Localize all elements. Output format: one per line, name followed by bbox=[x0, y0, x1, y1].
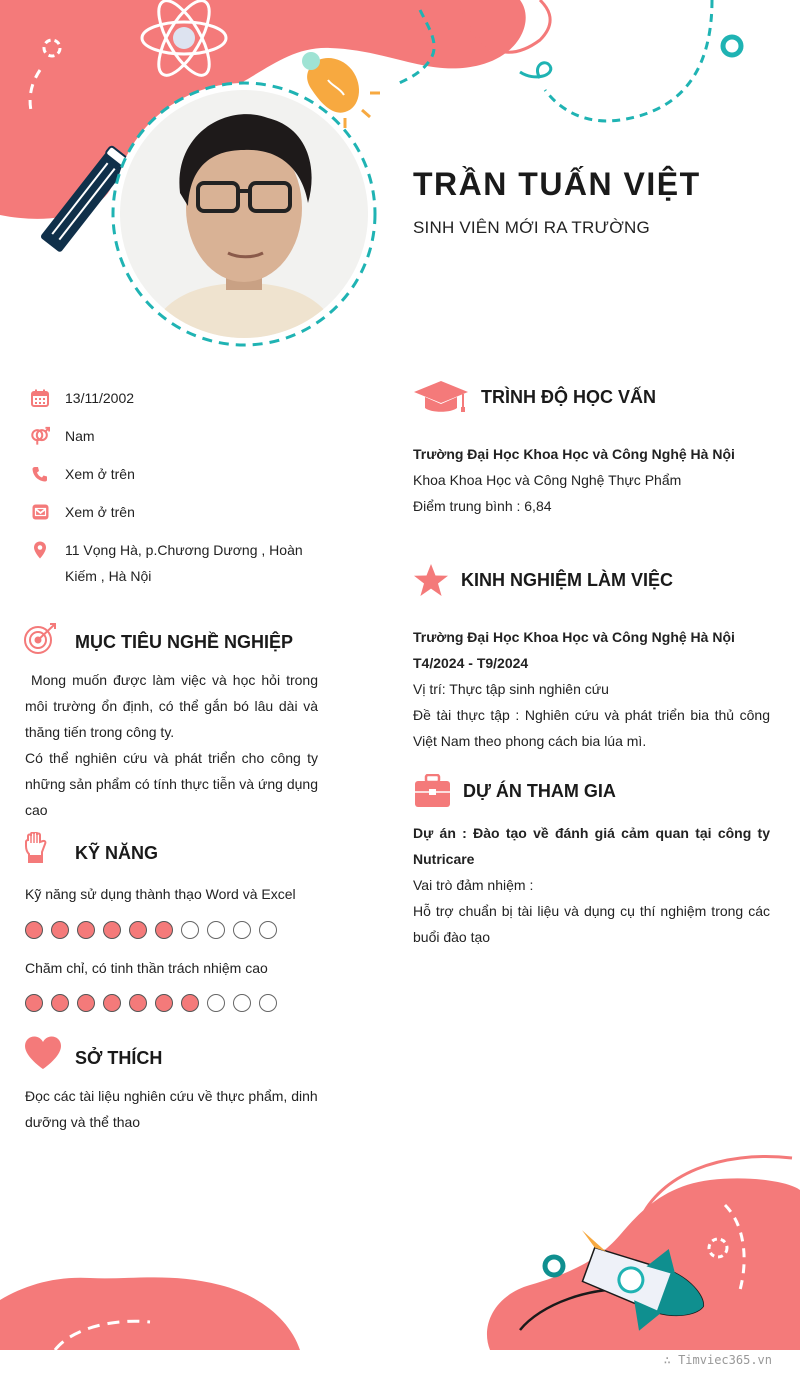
skill-label: Chăm chỉ, có tinh thần trách nhiệm cao bbox=[25, 960, 268, 976]
project-desc: Hỗ trợ chuẩn bị tài liệu và dụng cụ thí nghiệm trong các buổi đào tạo bbox=[413, 903, 770, 945]
calendar-icon bbox=[30, 388, 50, 408]
address-line-2: Kiếm , Hà Nội bbox=[65, 568, 152, 584]
star-icon bbox=[413, 563, 449, 597]
objective-body bbox=[25, 667, 322, 823]
graduation-cap-icon bbox=[413, 380, 469, 414]
rating-dot-filled bbox=[129, 994, 147, 1012]
phone-icon bbox=[30, 464, 50, 484]
skill-label: Kỹ năng sử dụng thành thạo Word và Excel bbox=[25, 886, 296, 902]
mail-icon bbox=[30, 502, 50, 522]
objective-line: Mong muốn được làm việc và học hỏi trong môi trường ổn định, có thể gắn bó lâu dài và thăng tiến trong công ty. bbox=[25, 672, 322, 740]
birthday-text: 13/11/2002 bbox=[65, 390, 135, 406]
info-address bbox=[30, 540, 330, 589]
rating-dot-filled bbox=[129, 921, 147, 939]
experience-company: Trường Đại Học Khoa Học và Công Nghệ Hà Nội bbox=[413, 629, 735, 645]
education-faculty: Khoa Khoa Học và Công Nghệ Thực Phẩm bbox=[413, 472, 682, 488]
rating-dot-filled bbox=[51, 994, 69, 1012]
info-email bbox=[30, 502, 330, 525]
rating-dot-filled bbox=[103, 994, 121, 1012]
rating-dot-empty bbox=[207, 994, 225, 1012]
experience-position: Vị trí: Thực tập sinh nghiên cứu bbox=[413, 681, 609, 697]
skills-heading: KỸ NĂNG bbox=[75, 843, 159, 863]
candidate-title: SINH VIÊN MỚI RA TRƯỜNG bbox=[413, 218, 650, 237]
address-text bbox=[65, 537, 303, 589]
hobbies-text: Đọc các tài liệu nghiên cứu về thực phẩm, dinh dưỡng và thể thao bbox=[25, 1088, 318, 1130]
education-heading: TRÌNH ĐỘ HỌC VẤN bbox=[481, 387, 656, 407]
experience-heading: KINH NGHIỆM LÀM VIỆC bbox=[461, 570, 674, 590]
rating-dot-empty bbox=[233, 921, 251, 939]
rating-dot-filled bbox=[103, 921, 121, 939]
rating-dot-empty bbox=[207, 921, 225, 939]
objective-heading: MỤC TIÊU NGHỀ NGHIỆP bbox=[75, 632, 294, 652]
rating-dot-filled bbox=[155, 994, 173, 1012]
gender-icon bbox=[30, 426, 50, 446]
info-gender bbox=[30, 426, 330, 449]
rating-dot-empty bbox=[181, 921, 199, 939]
briefcase-icon bbox=[414, 774, 451, 808]
rating-dot-filled bbox=[51, 921, 69, 939]
rating-dot-filled bbox=[25, 921, 43, 939]
projects-body bbox=[413, 820, 770, 950]
experience-topic: Đề tài thực tập : Nghiên cứu và phát triển bia thủ công Việt Nam theo phong cách bia lúa mì. bbox=[413, 707, 770, 749]
rating-dot-filled bbox=[181, 994, 199, 1012]
phone-text: Xem ở trên bbox=[65, 466, 135, 482]
education-body bbox=[413, 441, 773, 519]
fist-icon bbox=[24, 832, 48, 864]
rating-dot-empty bbox=[259, 921, 277, 939]
rating-dot-empty bbox=[233, 994, 251, 1012]
skill-rating bbox=[25, 994, 277, 1012]
rating-dot-filled bbox=[77, 921, 95, 939]
profile-photo bbox=[118, 88, 370, 340]
education-school: Trường Đại Học Khoa Học và Công Nghệ Hà Nội bbox=[413, 446, 735, 462]
rating-dot-filled bbox=[77, 994, 95, 1012]
project-name: Dự án : Đào tạo về đánh giá cảm quan tại công ty Nutricare bbox=[413, 825, 770, 867]
rating-dot-empty bbox=[259, 994, 277, 1012]
project-role: Vai trò đảm nhiệm : bbox=[413, 877, 534, 893]
experience-period: T4/2024 - T9/2024 bbox=[413, 655, 529, 671]
target-icon bbox=[24, 622, 58, 656]
rating-dot-filled bbox=[25, 994, 43, 1012]
location-pin-icon bbox=[30, 540, 50, 560]
address-line-1: 11 Vọng Hà, p.Chương Dương , Hoàn bbox=[65, 542, 303, 558]
skill-rating bbox=[25, 921, 277, 939]
gender-text: Nam bbox=[65, 428, 95, 444]
hobbies-heading: SỞ THÍCH bbox=[75, 1048, 163, 1068]
education-gpa: Điểm trung bình : 6,84 bbox=[413, 498, 552, 514]
info-birthday bbox=[30, 388, 330, 411]
experience-body bbox=[413, 624, 770, 754]
watermark: ∴ Timviec365.vn bbox=[663, 1353, 772, 1367]
rating-dot-filled bbox=[155, 921, 173, 939]
email-text: Xem ở trên bbox=[65, 504, 135, 520]
projects-heading: DỰ ÁN THAM GIA bbox=[463, 781, 616, 801]
heart-icon bbox=[24, 1036, 62, 1070]
candidate-name: TRẦN TUẤN VIỆT bbox=[413, 166, 701, 202]
objective-line: Có thể nghiên cứu và phát triển cho công ty những sản phẩm có tính thực tiễn và ứng dụng cao bbox=[25, 750, 318, 818]
info-phone bbox=[30, 464, 330, 487]
